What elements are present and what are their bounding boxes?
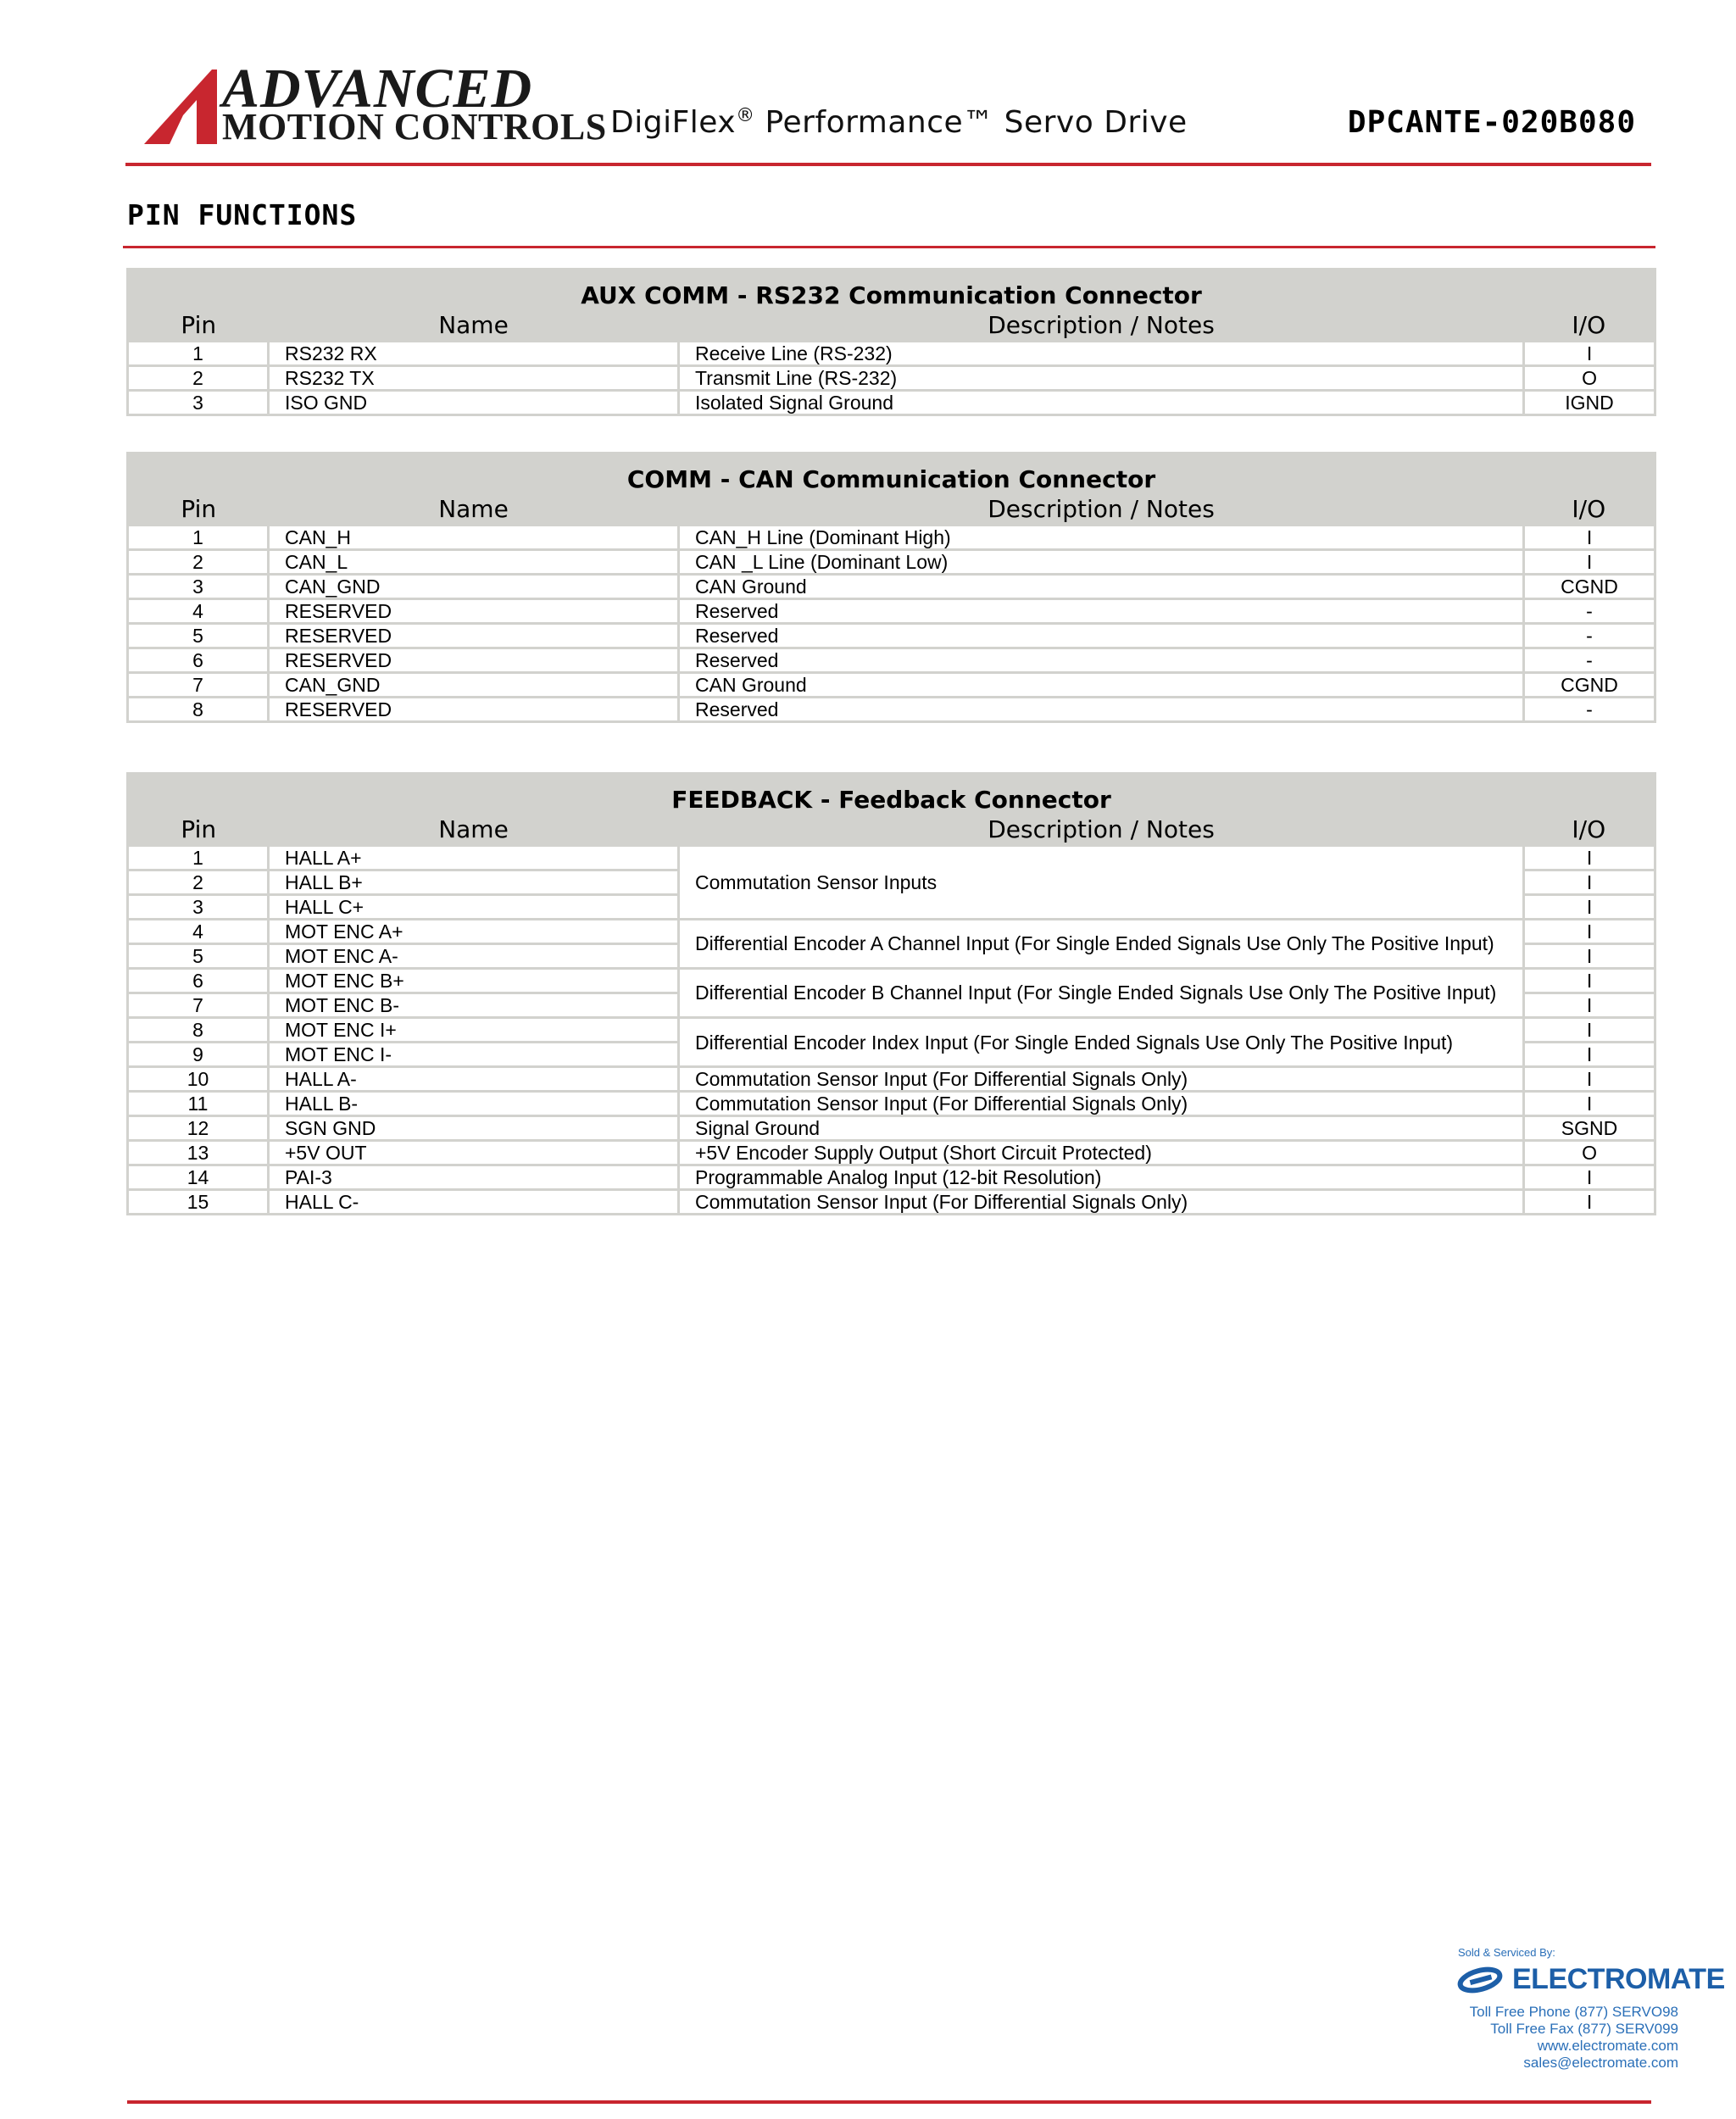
pin-cell: 4 bbox=[128, 599, 269, 624]
description-cell: Commutation Sensor Input (For Differential Signals Only) bbox=[679, 1067, 1524, 1092]
subtitle-product: DigiFlex bbox=[610, 105, 737, 140]
description-cell: Isolated Signal Ground bbox=[679, 391, 1524, 415]
pin-cell: 1 bbox=[128, 342, 269, 366]
pin-cell: 3 bbox=[128, 895, 269, 920]
table-title: FEEDBACK - Feedback Connector bbox=[128, 774, 1655, 815]
description-cell: CAN Ground bbox=[679, 575, 1524, 599]
column-header-description: Description / Notes bbox=[679, 309, 1524, 342]
table-row bbox=[128, 1141, 1655, 1165]
description-cell: CAN _L Line (Dominant Low) bbox=[679, 550, 1524, 575]
table-title: COMM - CAN Communication Connector bbox=[128, 453, 1655, 494]
name-cell: CAN_H bbox=[269, 526, 679, 550]
io-cell: I bbox=[1524, 944, 1655, 969]
io-cell: I bbox=[1524, 1092, 1655, 1116]
io-cell: I bbox=[1524, 920, 1655, 944]
name-cell: RESERVED bbox=[269, 698, 679, 722]
pin-cell: 10 bbox=[128, 1067, 269, 1092]
io-cell: I bbox=[1524, 342, 1655, 366]
pin-cell: 2 bbox=[128, 366, 269, 391]
pin-cell: 9 bbox=[128, 1043, 269, 1067]
io-cell: I bbox=[1524, 1165, 1655, 1190]
io-cell: I bbox=[1524, 1018, 1655, 1043]
name-cell: HALL C+ bbox=[269, 895, 679, 920]
table-title: AUX COMM - RS232 Communication Connector bbox=[128, 270, 1655, 310]
io-cell: CGND bbox=[1524, 575, 1655, 599]
name-cell: SGN GND bbox=[269, 1116, 679, 1141]
name-cell: RESERVED bbox=[269, 648, 679, 673]
logo-line-2: MOTION CONTROLS bbox=[222, 106, 607, 147]
description-cell: Commutation Sensor Inputs bbox=[679, 846, 1524, 920]
table-row bbox=[128, 1067, 1655, 1092]
pin-cell: 7 bbox=[128, 673, 269, 698]
name-cell: MOT ENC B- bbox=[269, 993, 679, 1018]
pin-cell: 5 bbox=[128, 944, 269, 969]
column-header-pin: Pin bbox=[128, 814, 269, 846]
pin-cell: 6 bbox=[128, 648, 269, 673]
table-row bbox=[128, 1116, 1655, 1141]
description-cell: Commutation Sensor Input (For Differential Signals Only) bbox=[679, 1190, 1524, 1215]
io-cell: I bbox=[1524, 550, 1655, 575]
table-row bbox=[128, 624, 1655, 648]
table-row bbox=[128, 648, 1655, 673]
table-row bbox=[128, 342, 1655, 366]
io-cell: I bbox=[1524, 526, 1655, 550]
table-row bbox=[128, 366, 1655, 391]
table-row bbox=[128, 550, 1655, 575]
pin-cell: 7 bbox=[128, 993, 269, 1018]
description-cell: Reserved bbox=[679, 698, 1524, 722]
column-header-io: I/O bbox=[1524, 493, 1655, 526]
name-cell: MOT ENC A- bbox=[269, 944, 679, 969]
column-header-description: Description / Notes bbox=[679, 493, 1524, 526]
footer-divider bbox=[127, 2100, 1651, 2104]
description-cell: Reserved bbox=[679, 599, 1524, 624]
name-cell: CAN_GND bbox=[269, 575, 679, 599]
table-row bbox=[128, 1092, 1655, 1116]
table-row bbox=[128, 846, 1655, 870]
io-cell: I bbox=[1524, 1190, 1655, 1215]
sold-by-label: Sold & Serviced By: bbox=[1458, 1946, 1555, 1959]
io-cell: I bbox=[1524, 895, 1655, 920]
column-header-name: Name bbox=[269, 309, 679, 342]
description-cell: Signal Ground bbox=[679, 1116, 1524, 1141]
part-number: DPCANTE-020B080 bbox=[1347, 105, 1636, 140]
pin-cell: 15 bbox=[128, 1190, 269, 1215]
electromate-swoosh-icon bbox=[1456, 1965, 1507, 1995]
name-cell: RS232 TX bbox=[269, 366, 679, 391]
can-comm-table bbox=[126, 452, 1656, 723]
io-cell: I bbox=[1524, 846, 1655, 870]
description-cell: CAN Ground bbox=[679, 673, 1524, 698]
io-cell: - bbox=[1524, 599, 1655, 624]
name-cell: MOT ENC I+ bbox=[269, 1018, 679, 1043]
pin-cell: 2 bbox=[128, 870, 269, 895]
subtitle-rest: Performance™ Servo Drive bbox=[754, 105, 1188, 140]
io-cell: I bbox=[1524, 870, 1655, 895]
distributor-phone: Toll Free Phone (877) SERVO98 bbox=[1469, 2004, 1678, 2020]
io-cell: SGND bbox=[1524, 1116, 1655, 1141]
io-cell: - bbox=[1524, 624, 1655, 648]
table-row bbox=[128, 391, 1655, 415]
description-cell: Differential Encoder A Channel Input (For Single Ended Signals Use Only The Positive Input) bbox=[679, 920, 1524, 969]
name-cell: RS232 RX bbox=[269, 342, 679, 366]
column-header-name: Name bbox=[269, 493, 679, 526]
description-cell: +5V Encoder Supply Output (Short Circuit Protected) bbox=[679, 1141, 1524, 1165]
name-cell: RESERVED bbox=[269, 624, 679, 648]
io-cell: - bbox=[1524, 698, 1655, 722]
feedback-table bbox=[126, 772, 1656, 1215]
pin-cell: 14 bbox=[128, 1165, 269, 1190]
pin-cell: 6 bbox=[128, 969, 269, 993]
name-cell: RESERVED bbox=[269, 599, 679, 624]
company-logo bbox=[144, 58, 607, 147]
logo-line-1: ADVANCED bbox=[222, 58, 533, 120]
name-cell: HALL A+ bbox=[269, 846, 679, 870]
name-cell: MOT ENC I- bbox=[269, 1043, 679, 1067]
name-cell: CAN_L bbox=[269, 550, 679, 575]
name-cell: HALL A- bbox=[269, 1067, 679, 1092]
column-header-pin: Pin bbox=[128, 309, 269, 342]
pin-cell: 4 bbox=[128, 920, 269, 944]
description-cell: Receive Line (RS-232) bbox=[679, 342, 1524, 366]
io-cell: I bbox=[1524, 969, 1655, 993]
name-cell: PAI-3 bbox=[269, 1165, 679, 1190]
description-cell: Commutation Sensor Input (For Differential Signals Only) bbox=[679, 1092, 1524, 1116]
name-cell: CAN_GND bbox=[269, 673, 679, 698]
header-divider bbox=[125, 163, 1651, 166]
table-row bbox=[128, 1190, 1655, 1215]
name-cell: +5V OUT bbox=[269, 1141, 679, 1165]
name-cell: MOT ENC B+ bbox=[269, 969, 679, 993]
column-header-io: I/O bbox=[1524, 814, 1655, 846]
pin-cell: 2 bbox=[128, 550, 269, 575]
io-cell: O bbox=[1524, 366, 1655, 391]
pin-cell: 8 bbox=[128, 698, 269, 722]
section-divider bbox=[123, 246, 1655, 248]
name-cell: HALL C- bbox=[269, 1190, 679, 1215]
description-cell: Transmit Line (RS-232) bbox=[679, 366, 1524, 391]
column-header-pin: Pin bbox=[128, 493, 269, 526]
io-cell: CGND bbox=[1524, 673, 1655, 698]
name-cell: HALL B+ bbox=[269, 870, 679, 895]
logo-triangle-icon bbox=[144, 68, 222, 146]
io-cell: I bbox=[1524, 1067, 1655, 1092]
description-cell: Differential Encoder B Channel Input (For Single Ended Signals Use Only The Positive Input) bbox=[679, 969, 1524, 1018]
pin-cell: 1 bbox=[128, 526, 269, 550]
pin-cell: 5 bbox=[128, 624, 269, 648]
table-row bbox=[128, 920, 1655, 944]
name-cell: HALL B- bbox=[269, 1092, 679, 1116]
column-header-name: Name bbox=[269, 814, 679, 846]
table-row bbox=[128, 698, 1655, 722]
pin-cell: 3 bbox=[128, 391, 269, 415]
io-cell: IGND bbox=[1524, 391, 1655, 415]
description-cell: Differential Encoder Index Input (For Single Ended Signals Use Only The Positive Input) bbox=[679, 1018, 1524, 1067]
pin-cell: 8 bbox=[128, 1018, 269, 1043]
aux-comm-table bbox=[126, 268, 1656, 416]
io-cell: I bbox=[1524, 993, 1655, 1018]
document-subtitle bbox=[610, 105, 1188, 140]
table-row bbox=[128, 526, 1655, 550]
column-header-description: Description / Notes bbox=[679, 814, 1524, 846]
table-row bbox=[128, 575, 1655, 599]
description-cell: Programmable Analog Input (12-bit Resolution) bbox=[679, 1165, 1524, 1190]
registered-mark: ® bbox=[736, 105, 755, 126]
distributor-fax: Toll Free Fax (877) SERV099 bbox=[1490, 2021, 1678, 2037]
io-cell: O bbox=[1524, 1141, 1655, 1165]
distributor-website[interactable]: www.electromate.com bbox=[1537, 2038, 1678, 2054]
distributor-logo bbox=[1456, 1963, 1725, 1997]
table-row bbox=[128, 599, 1655, 624]
pin-cell: 13 bbox=[128, 1141, 269, 1165]
io-cell: I bbox=[1524, 1043, 1655, 1067]
description-cell: CAN_H Line (Dominant High) bbox=[679, 526, 1524, 550]
name-cell: MOT ENC A+ bbox=[269, 920, 679, 944]
description-cell: Reserved bbox=[679, 648, 1524, 673]
pin-cell: 1 bbox=[128, 846, 269, 870]
column-header-io: I/O bbox=[1524, 309, 1655, 342]
description-cell: Reserved bbox=[679, 624, 1524, 648]
pin-cell: 3 bbox=[128, 575, 269, 599]
table-row bbox=[128, 673, 1655, 698]
pin-cell: 12 bbox=[128, 1116, 269, 1141]
io-cell: - bbox=[1524, 648, 1655, 673]
name-cell: ISO GND bbox=[269, 391, 679, 415]
section-title: PIN FUNCTIONS bbox=[127, 198, 358, 231]
table-row bbox=[128, 1018, 1655, 1043]
distributor-email[interactable]: sales@electromate.com bbox=[1523, 2055, 1678, 2071]
pin-cell: 11 bbox=[128, 1092, 269, 1116]
distributor-name: ELECTROMATE bbox=[1512, 1963, 1725, 1995]
table-row bbox=[128, 969, 1655, 993]
table-row bbox=[128, 1165, 1655, 1190]
